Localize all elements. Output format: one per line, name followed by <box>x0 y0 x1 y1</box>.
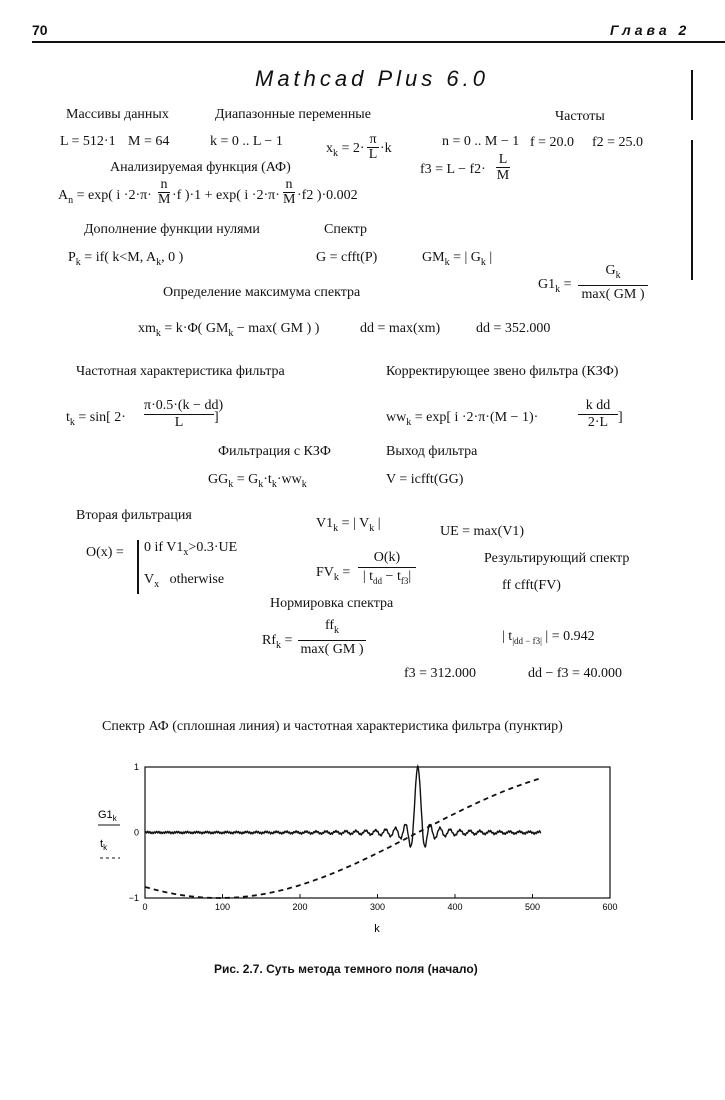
chart <box>90 750 650 940</box>
fraction-tk: π·0.5·(k − dd) L <box>144 398 224 430</box>
page-number: 70 <box>32 22 48 38</box>
formula-ww: $ww_k = \exp$[ i ·2·π·(M − 1)· <box>386 410 539 428</box>
formula-V: V = icfft(GG) <box>386 472 464 487</box>
label-spectrum: Спектр <box>324 222 367 237</box>
formula-An: $A_n = \exp$( i ·2·π· <box>58 188 152 206</box>
formula-dd-def: dd = max(xm) <box>360 321 441 336</box>
bracket-close-ww: ] <box>618 410 623 425</box>
header-rule <box>32 41 725 43</box>
formula-Pk: $P_k = if$( k<M, $A_k$, 0 ) <box>68 250 184 268</box>
x-axis-label: k <box>374 923 380 935</box>
fraction-L-M: L M <box>496 152 510 183</box>
formula-f3-value: f3 = 312.000 <box>404 666 477 681</box>
piecewise-case-2: $V_x$ otherwise <box>144 572 225 590</box>
fraction-Rf: $ff_k$ max( GM ) <box>298 617 366 659</box>
formula-An-mid: ·f )·1 + exp( i ·2·π· <box>172 188 280 203</box>
x-tick-label: 400 <box>447 902 463 912</box>
formula-xk-tail: ·k <box>380 141 392 156</box>
x-tick-label: 500 <box>524 902 541 912</box>
x-tick-label: 600 <box>602 902 618 912</box>
formula-f2: f2 = 25.0 <box>592 135 644 150</box>
fraction-n-M: n M <box>158 177 171 207</box>
piecewise-case-1: 0 if $V1_x>0.3\cdot UE$ <box>144 540 238 558</box>
page-title: Mathcad Plus 6.0 <box>255 66 489 91</box>
formula-FV: $FV_k$ = <box>316 565 351 583</box>
x-tick-label: 200 <box>292 902 308 912</box>
figure-caption: Рис. 2.7. Суть метода темного поля (начало) <box>214 962 478 976</box>
y-tick-label: 0 <box>133 827 139 838</box>
label-arrays: Массивы данных <box>66 107 169 122</box>
label-norm: Нормировка спектра <box>270 596 394 611</box>
formula-O: O(x) = <box>86 545 124 560</box>
series-G1k-line <box>145 766 541 847</box>
label-maxspec: Определение максимума спектра <box>163 285 361 300</box>
formula-xk: $x_k = 2\cdot$ <box>326 141 365 159</box>
label-result: Результирующий спектр <box>484 551 630 566</box>
y-tick-label: 1 <box>133 762 139 772</box>
formula-V1: $V1_k$ = | $V_k$ | <box>316 516 381 534</box>
fraction-G-maxGM: $G_k$ max( GM ) <box>578 262 648 304</box>
formula-GMk: $GM_k$ = | $G_k$ | <box>422 250 493 268</box>
fraction-n-M-2: n M <box>283 177 296 207</box>
chart-title: Спектр АФ (сплошная линия) и частотная характеристика фильтра (пунктир) <box>102 719 563 734</box>
margin-bar <box>691 140 693 280</box>
formula-n-range: n = 0 .. M − 1 <box>442 134 520 149</box>
series-tk-line <box>145 779 539 898</box>
ylabel-G1k: $G1_k$ <box>98 809 117 823</box>
formula-dd-f3: dd − f3 = 40.000 <box>528 666 622 681</box>
formula-xm: $xm_k = k\cdot\Phi$( $GM_k - \max$( GM ) ) <box>138 321 320 339</box>
formula-An-end: ·f2 )·0.002 <box>297 188 358 203</box>
label-analyzed: Анализируемая функция (АФ) <box>110 160 291 175</box>
label-freqs: Частоты <box>555 109 605 124</box>
label-filter-char: Частотная характеристика фильтра <box>76 364 285 379</box>
label-ranges: Диапазонные переменные <box>215 107 371 122</box>
formula-Rf: $Rf_k$ = <box>262 633 293 651</box>
margin-bar <box>691 70 693 120</box>
label-zeropad: Дополнение функции нулями <box>84 222 260 237</box>
formula-k-range: k = 0 .. L − 1 <box>210 134 283 149</box>
formula-f3: f3 = L − f2· <box>420 162 486 177</box>
formula-abs: | $t_{|dd - f3|}$ | = 0.942 <box>502 629 595 646</box>
chapter-label: Глава 2 <box>610 22 691 38</box>
y-tick-label: −1 <box>128 893 139 903</box>
label-second: Вторая фильтрация <box>76 508 192 523</box>
ylabel-tk: $t_k$ <box>100 838 108 852</box>
fraction-pi-L: π L <box>368 132 378 162</box>
formula-f: f = 20.0 <box>530 135 575 150</box>
x-tick-label: 300 <box>369 902 386 912</box>
formula-tk: $t_k = \sin$[ 2· <box>66 410 126 428</box>
piecewise-brace <box>137 540 139 594</box>
formula-ff: ff cfft(FV) <box>502 578 561 593</box>
label-corrector: Корректирующее звено фильтра (КЗФ) <box>386 364 619 379</box>
formula-G: G = cfft(P) <box>316 250 378 265</box>
formula-UE: UE = max(V1) <box>440 524 525 539</box>
formula-L: L = 512·1 <box>60 134 116 149</box>
bracket-close: ] <box>214 410 219 425</box>
fraction-ww: k dd 2·L <box>578 398 618 431</box>
formula-GG: $GG_k = G_k\cdot t_k\cdot ww_k$ <box>208 472 307 490</box>
formula-dd-value: dd = 352.000 <box>476 321 551 336</box>
x-tick-label: 100 <box>214 902 231 912</box>
label-output: Выход фильтра <box>386 444 478 459</box>
formula-M: M = 64 <box>128 134 170 149</box>
x-tick-label: 0 <box>142 902 148 912</box>
label-filter-kzf: Фильтрация с КЗФ <box>218 444 331 459</box>
fraction-FV: O(k) | $t_{dd} - t_{f3}|$ <box>358 549 416 590</box>
formula-G1k: $G1_k$ = <box>538 277 572 295</box>
